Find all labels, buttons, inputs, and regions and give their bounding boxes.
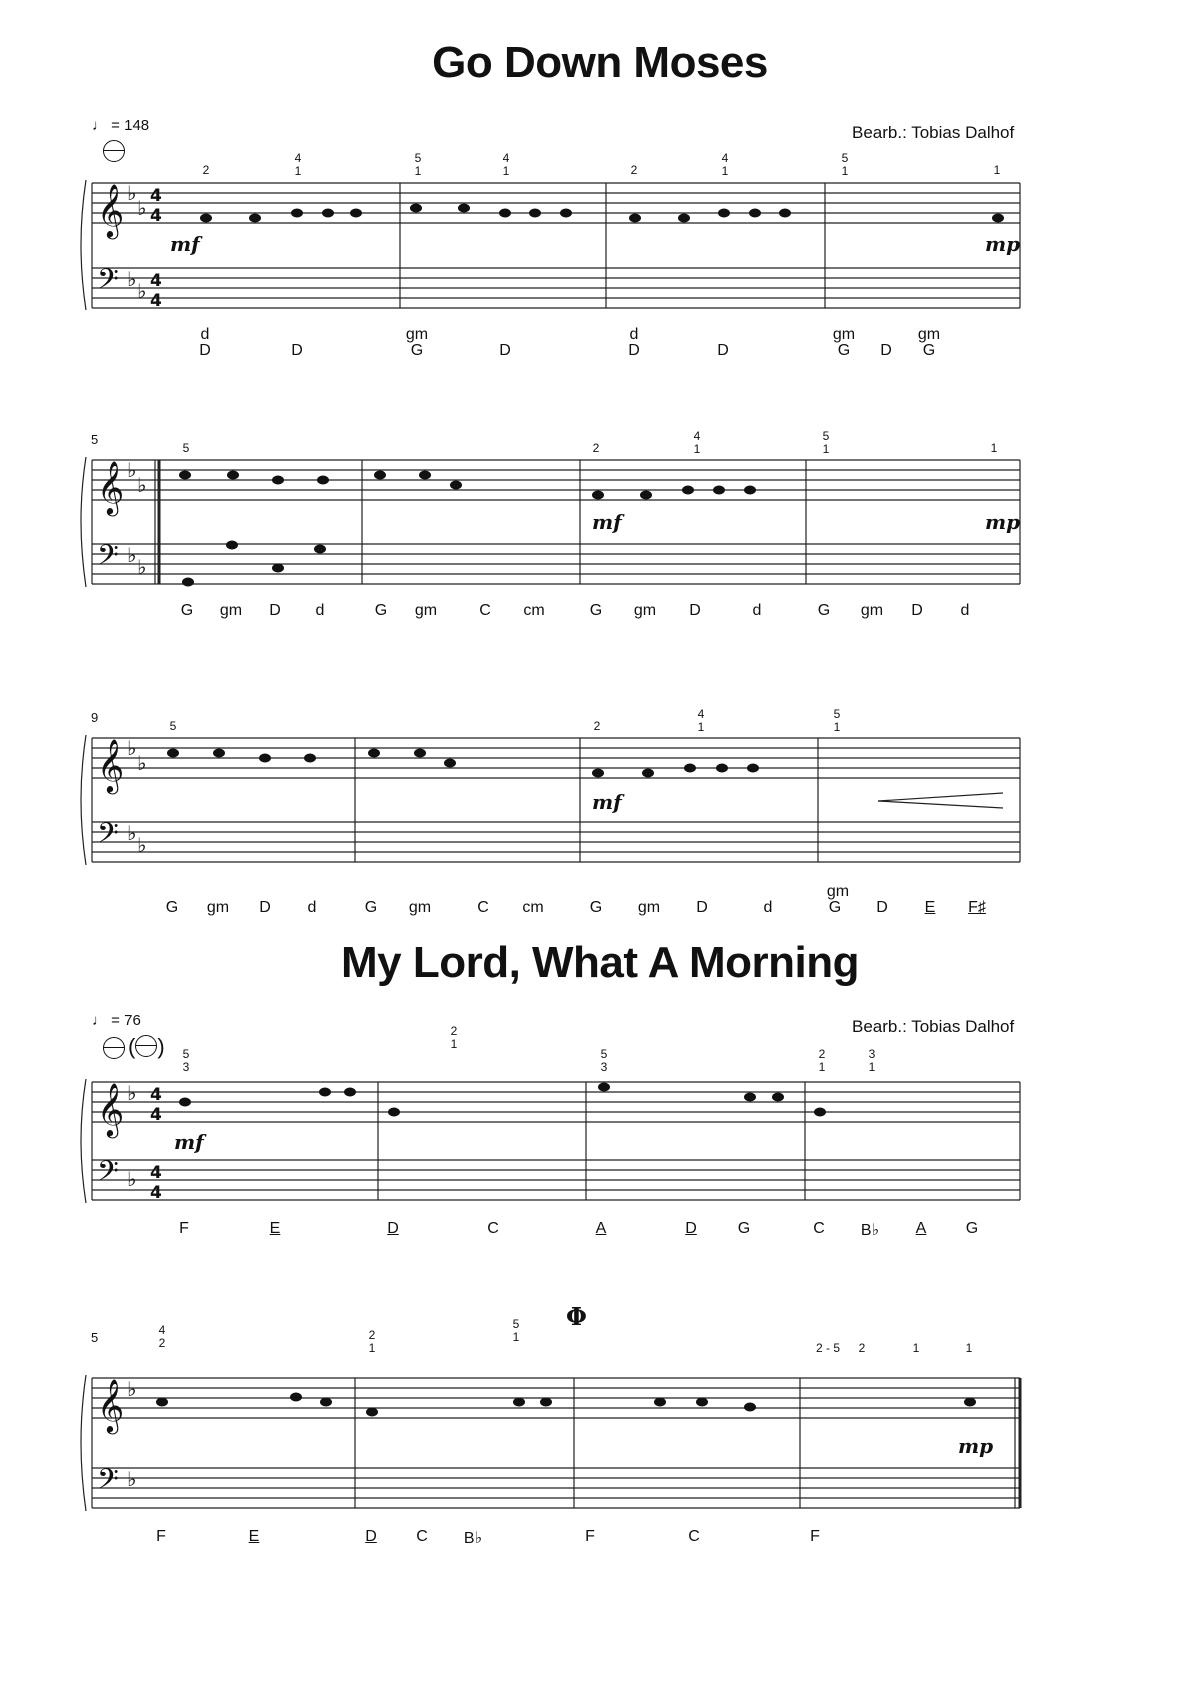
chord-symbol: F — [585, 1528, 595, 1545]
dynamic-marking: mf — [174, 1130, 204, 1154]
svg-text:𝄢: 𝄢 — [97, 539, 119, 579]
fingering: 2 — [858, 1341, 866, 1355]
fingering: 2 — [202, 163, 210, 177]
dynamic-marking: mf — [592, 790, 622, 814]
svg-text:♭: ♭ — [137, 751, 147, 775]
fingering: 4 1 — [294, 151, 302, 178]
fingering: 5 1 — [512, 1317, 520, 1344]
chord-symbol: F — [810, 1528, 820, 1545]
chord-symbol: gm — [414, 602, 438, 619]
svg-text:♭: ♭ — [127, 181, 137, 205]
chord-symbol: G — [965, 1220, 979, 1237]
chord-symbol: G — [922, 342, 936, 359]
svg-text:𝄢: 𝄢 — [97, 1463, 119, 1503]
tempo-marking — [92, 1012, 141, 1029]
chord-symbol: D — [911, 602, 923, 619]
arranger-credit: Bearb.: Tobias Dalhof — [852, 123, 1015, 142]
bass-clef-icon: 𝄢 — [97, 263, 119, 303]
svg-text:4: 4 — [150, 271, 162, 291]
chord-symbol: E — [248, 1528, 260, 1545]
chord-symbol: d — [200, 326, 210, 343]
fingering: 2 - 5 — [815, 1341, 841, 1355]
chord-symbol: gm — [219, 602, 243, 619]
svg-text:♭: ♭ — [137, 555, 147, 579]
svg-text:4: 4 — [150, 186, 162, 206]
svg-text:4: 4 — [150, 1163, 162, 1183]
chord-symbol: G — [364, 899, 378, 916]
fingering: 1 — [965, 1341, 973, 1355]
chord-symbol: B♭ — [860, 1222, 880, 1239]
chord-symbol: gm — [633, 602, 657, 619]
chord-symbol: D — [259, 899, 271, 916]
svg-text:𝄞: 𝄞 — [97, 1082, 125, 1136]
svg-text:♭: ♭ — [137, 196, 147, 220]
chord-symbol: E — [269, 1220, 281, 1237]
svg-text:♭: ♭ — [127, 736, 137, 760]
fingering: 2 — [630, 163, 638, 177]
chord-symbol: gm — [832, 326, 856, 343]
tempo-value: = 148 — [111, 117, 150, 134]
svg-text:♭: ♭ — [127, 1081, 137, 1105]
song-title: Go Down Moses — [432, 38, 768, 87]
chord-symbol: G — [374, 602, 388, 619]
chord-symbol: C — [688, 1528, 700, 1545]
svg-text:𝄞: 𝄞 — [97, 460, 125, 514]
register-symbol-icon — [103, 1037, 125, 1059]
chord-symbol: C — [487, 1220, 499, 1237]
measure-number: 5 — [91, 1330, 99, 1345]
dynamic-marking: mf — [170, 232, 200, 256]
register-symbol-alt-icon: ( ) — [128, 1034, 165, 1059]
svg-text:𝄢: 𝄢 — [97, 1155, 119, 1195]
measure-number: 9 — [91, 710, 99, 725]
svg-text:4: 4 — [150, 291, 162, 311]
chord-symbol: A — [915, 1220, 927, 1237]
svg-text:♭: ♭ — [127, 1467, 137, 1491]
dynamic-marking: mp — [985, 232, 1021, 256]
coda-icon: Φ — [566, 1302, 587, 1331]
tempo-value: = 76 — [111, 1012, 141, 1029]
fingering: 4 2 — [158, 1323, 166, 1350]
fingering: 1 — [990, 441, 998, 455]
chord-symbol: gm — [206, 899, 230, 916]
svg-text:♭: ♭ — [137, 833, 147, 857]
chord-symbol: D — [365, 1528, 377, 1545]
chord-symbol: gm — [826, 883, 850, 900]
fingering: 5 1 — [841, 151, 849, 178]
svg-text:♭: ♭ — [137, 473, 147, 497]
chord-symbol: G — [589, 602, 603, 619]
chord-symbol: D — [387, 1220, 399, 1237]
svg-text:♭: ♭ — [127, 543, 137, 567]
chord-symbol: G — [837, 342, 851, 359]
fingering: 2 1 — [450, 1024, 458, 1051]
chord-symbol: C — [813, 1220, 825, 1237]
fingering: 2 1 — [368, 1328, 376, 1355]
chord-symbol: cm — [522, 899, 544, 916]
svg-text:𝄞: 𝄞 — [97, 738, 125, 792]
chord-symbol: D — [880, 342, 892, 359]
fingering: 4 1 — [502, 151, 510, 178]
chord-symbol: E — [924, 899, 936, 916]
fingering: 2 — [592, 441, 600, 455]
fingering: 5 3 — [182, 1047, 190, 1074]
chord-symbol: G — [410, 342, 424, 359]
fingering: 5 1 — [822, 429, 830, 456]
fingering: 5 — [182, 441, 190, 455]
fingering: 1 — [993, 163, 1001, 177]
fingering: 5 3 — [600, 1047, 608, 1074]
svg-text:♭: ♭ — [127, 267, 137, 291]
fingering: 2 1 — [818, 1047, 826, 1074]
chord-symbol: cm — [523, 602, 545, 619]
chord-symbol: d — [307, 899, 317, 916]
song-title: My Lord, What A Morning — [340, 938, 860, 987]
measure-number: 5 — [91, 432, 99, 447]
chord-symbol: G — [828, 899, 842, 916]
chord-symbol: d — [752, 602, 762, 619]
svg-text:4: 4 — [150, 1085, 162, 1105]
chord-symbol: G — [737, 1220, 751, 1237]
chord-symbol: D — [689, 602, 701, 619]
svg-text:♭: ♭ — [127, 458, 137, 482]
chord-symbol: D — [291, 342, 303, 359]
chord-symbol: B♭ — [463, 1530, 483, 1547]
fingering: 4 1 — [721, 151, 729, 178]
chord-symbol: G — [180, 602, 194, 619]
chord-symbol: d — [315, 602, 325, 619]
fingering: 3 1 — [868, 1047, 876, 1074]
chord-symbol: D — [199, 342, 211, 359]
chord-symbol: D — [685, 1220, 697, 1237]
svg-text:4: 4 — [150, 1183, 162, 1203]
fingering: 5 1 — [833, 707, 841, 734]
dynamic-marking: mp — [985, 510, 1021, 534]
fingering: 2 — [593, 719, 601, 733]
chord-symbol: D — [269, 602, 281, 619]
fingering: 1 — [912, 1341, 920, 1355]
fingering: 5 — [169, 719, 177, 733]
chord-symbol: d — [960, 602, 970, 619]
chord-symbol: C — [416, 1528, 428, 1545]
chord-symbol: D — [717, 342, 729, 359]
fingering: 4 1 — [693, 429, 701, 456]
chord-symbol: gm — [917, 326, 941, 343]
chord-symbol: gm — [405, 326, 429, 343]
chord-symbol: C — [479, 602, 491, 619]
chord-symbol: d — [629, 326, 639, 343]
chord-symbol: gm — [637, 899, 661, 916]
chord-symbol: gm — [860, 602, 884, 619]
chord-symbol: C — [477, 899, 489, 916]
svg-text:4: 4 — [150, 206, 162, 226]
svg-text:4: 4 — [150, 1105, 162, 1125]
fingering: 4 1 — [697, 707, 705, 734]
chord-symbol: D — [499, 342, 511, 359]
svg-text:♭: ♭ — [127, 1377, 137, 1401]
dynamic-marking: mf — [592, 510, 622, 534]
svg-text:♭: ♭ — [137, 279, 147, 303]
chord-symbol: D — [628, 342, 640, 359]
chord-symbol: G — [589, 899, 603, 916]
chord-symbol: G — [165, 899, 179, 916]
quarter-note-icon: ♩ — [92, 117, 107, 134]
svg-text:𝄢: 𝄢 — [97, 817, 119, 857]
svg-text:♭: ♭ — [127, 821, 137, 845]
svg-text:𝄞: 𝄞 — [97, 1378, 125, 1432]
chord-symbol: gm — [408, 899, 432, 916]
chord-symbol: F — [179, 1220, 189, 1237]
chord-symbol: F — [156, 1528, 166, 1545]
svg-text:♭: ♭ — [127, 1167, 137, 1191]
chord-symbol: F♯ — [968, 899, 986, 916]
treble-clef-icon: 𝄞 — [97, 183, 125, 237]
chord-symbol: D — [696, 899, 708, 916]
chord-symbol: A — [595, 1220, 607, 1237]
chord-symbol: D — [876, 899, 888, 916]
chord-symbol: d — [763, 899, 773, 916]
dynamic-marking: mp — [958, 1434, 994, 1458]
quarter-note-icon: ♩ — [92, 1012, 107, 1029]
arranger-credit: Bearb.: Tobias Dalhof — [852, 1017, 1015, 1036]
fingering: 5 1 — [414, 151, 422, 178]
chord-symbol: G — [817, 602, 831, 619]
